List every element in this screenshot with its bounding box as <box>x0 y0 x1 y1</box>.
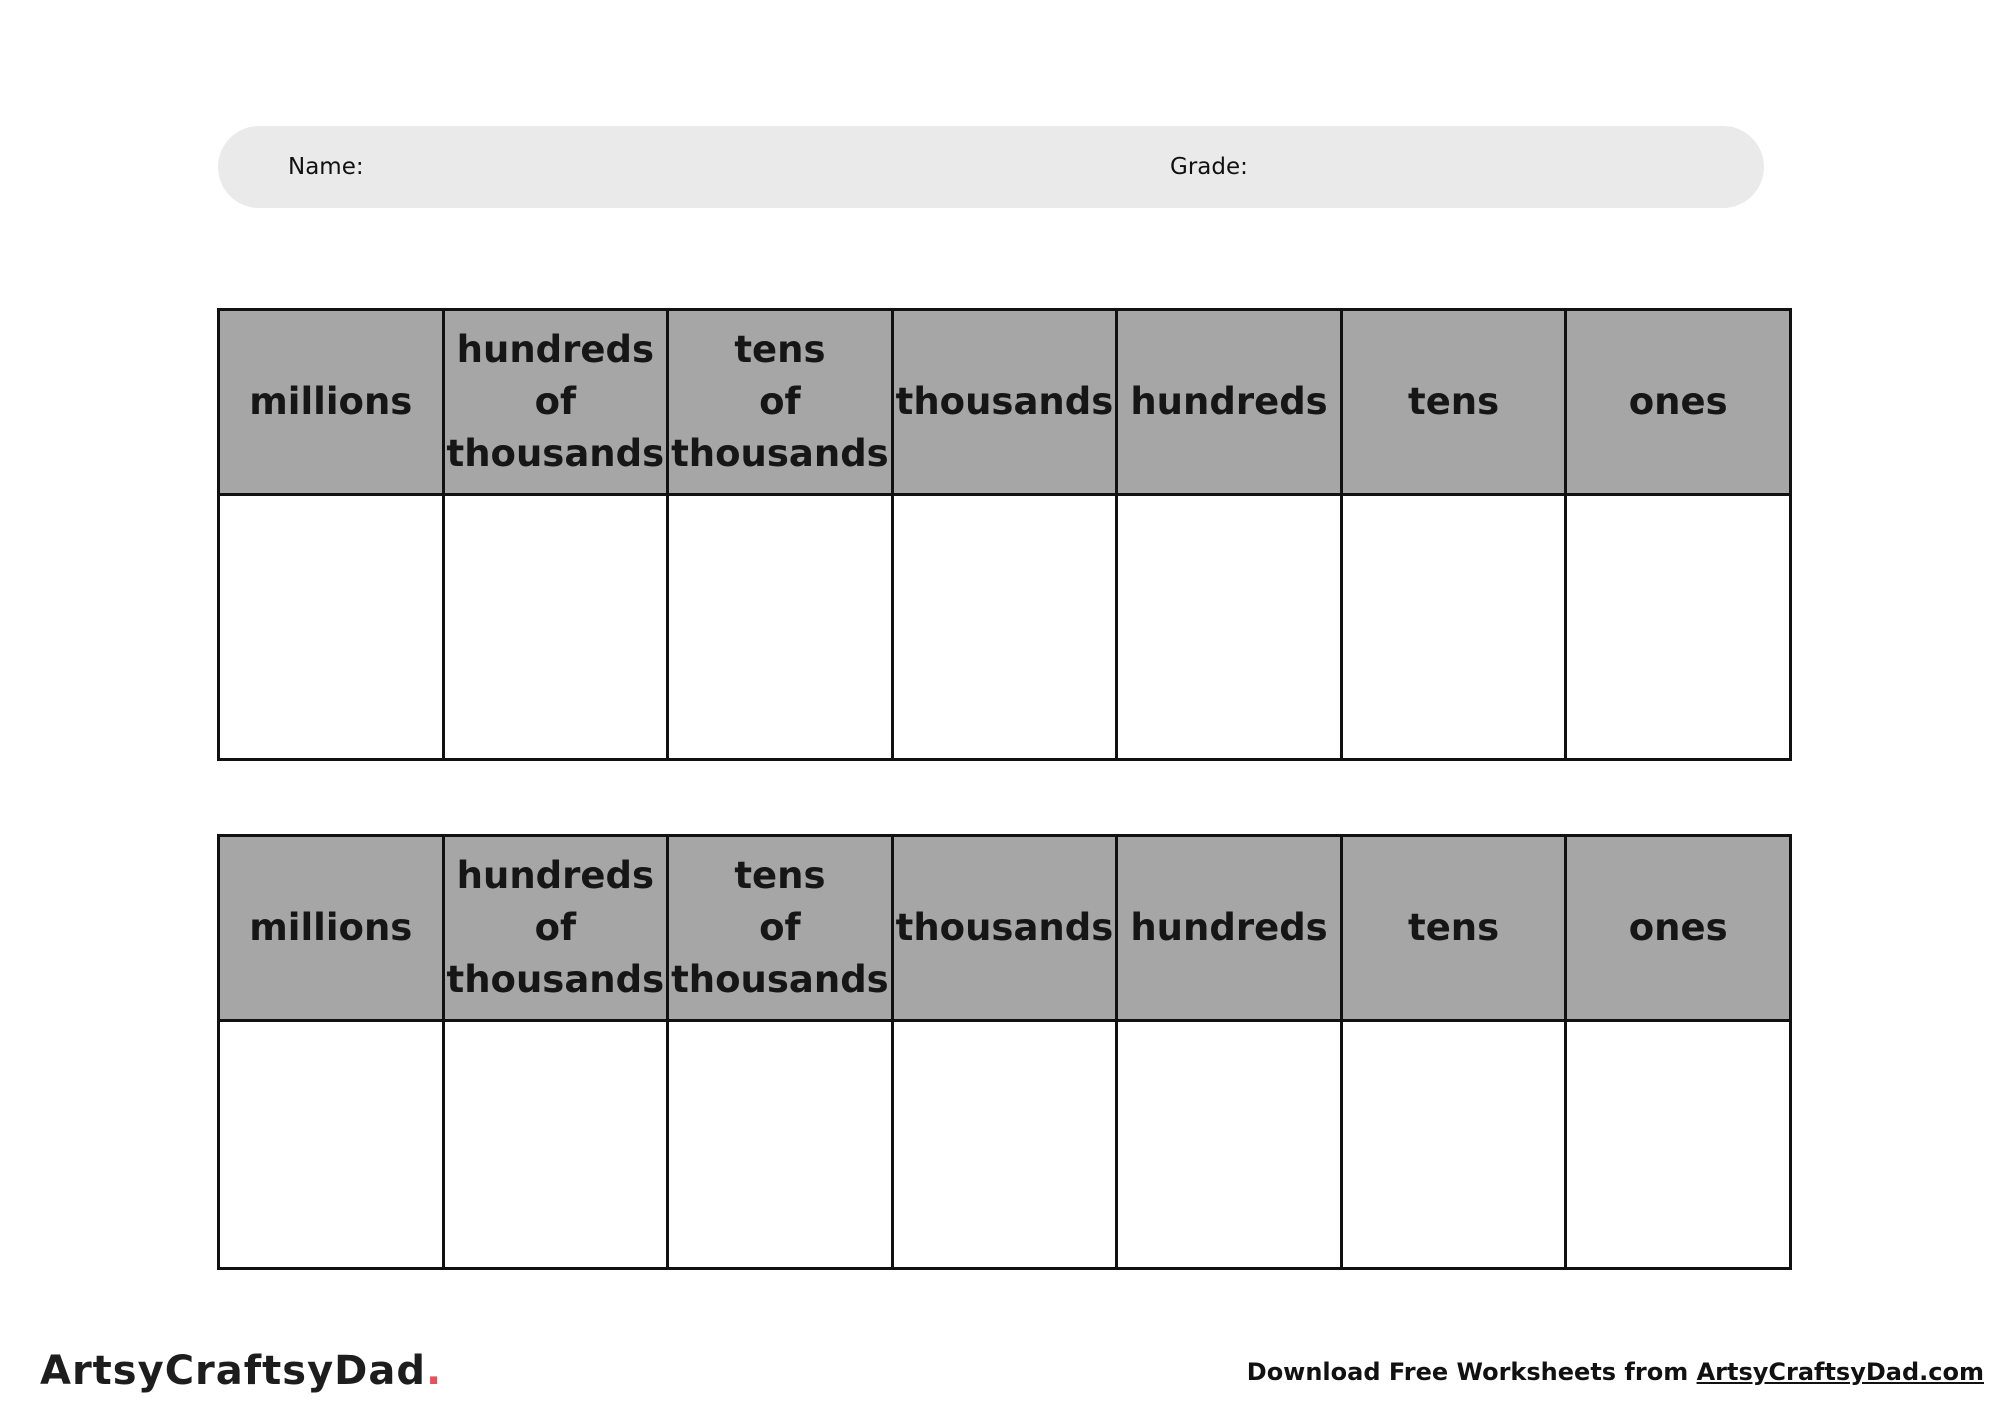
answer-cell-tens-of-thousands[interactable] <box>668 1021 893 1269</box>
table-header-row <box>219 310 1791 495</box>
header-millions: millions <box>219 310 444 495</box>
answer-cell-hundreds-of-thousands[interactable] <box>443 1021 668 1269</box>
logo-dot: . <box>426 1348 443 1394</box>
footer-note-text: Download Free Worksheets from <box>1246 1358 1697 1386</box>
header-hundreds-of-thousands: hundreds of thousands <box>443 836 668 1021</box>
header-tens-of-thousands: tens of thousands <box>668 310 893 495</box>
header-tens: tens <box>1341 836 1566 1021</box>
answer-cell-thousands[interactable] <box>892 1021 1117 1269</box>
grade-label: Grade: <box>1170 154 1248 180</box>
header-millions: millions <box>219 836 444 1021</box>
answer-cell-ones[interactable] <box>1566 1021 1791 1269</box>
header-hundreds: hundreds <box>1117 836 1342 1021</box>
header-hundreds: hundreds <box>1117 310 1342 495</box>
answer-cell-tens-of-thousands[interactable] <box>668 495 893 760</box>
place-value-table-1 <box>217 308 1792 761</box>
answer-cell-hundreds[interactable] <box>1117 1021 1342 1269</box>
header-tens: tens <box>1341 310 1566 495</box>
answer-cell-millions[interactable] <box>219 1021 444 1269</box>
answer-row <box>219 495 1791 760</box>
answer-cell-ones[interactable] <box>1566 495 1791 760</box>
answer-cell-hundreds-of-thousands[interactable] <box>443 495 668 760</box>
answer-cell-tens[interactable] <box>1341 495 1566 760</box>
header-thousands: thousands <box>892 836 1117 1021</box>
header-thousands: thousands <box>892 310 1117 495</box>
answer-cell-hundreds[interactable] <box>1117 495 1342 760</box>
answer-cell-tens[interactable] <box>1341 1021 1566 1269</box>
logo-text: ArtsyCraftsyDad <box>40 1348 426 1394</box>
header-ones: ones <box>1566 310 1791 495</box>
header-tens-of-thousands: tens of thousands <box>668 836 893 1021</box>
header-ones: ones <box>1566 836 1791 1021</box>
header-hundreds-of-thousands: hundreds of thousands <box>443 310 668 495</box>
name-grade-bar <box>218 126 1764 208</box>
brand-logo <box>40 1348 442 1394</box>
place-value-table-2 <box>217 834 1792 1270</box>
name-label: Name: <box>288 154 364 180</box>
footer-note <box>1247 1358 1984 1386</box>
answer-row <box>219 1021 1791 1269</box>
table-header-row <box>219 836 1791 1021</box>
answer-cell-thousands[interactable] <box>892 495 1117 760</box>
answer-cell-millions[interactable] <box>219 495 444 760</box>
footer-site-link[interactable]: ArtsyCraftsyDad.com <box>1696 1358 1984 1386</box>
